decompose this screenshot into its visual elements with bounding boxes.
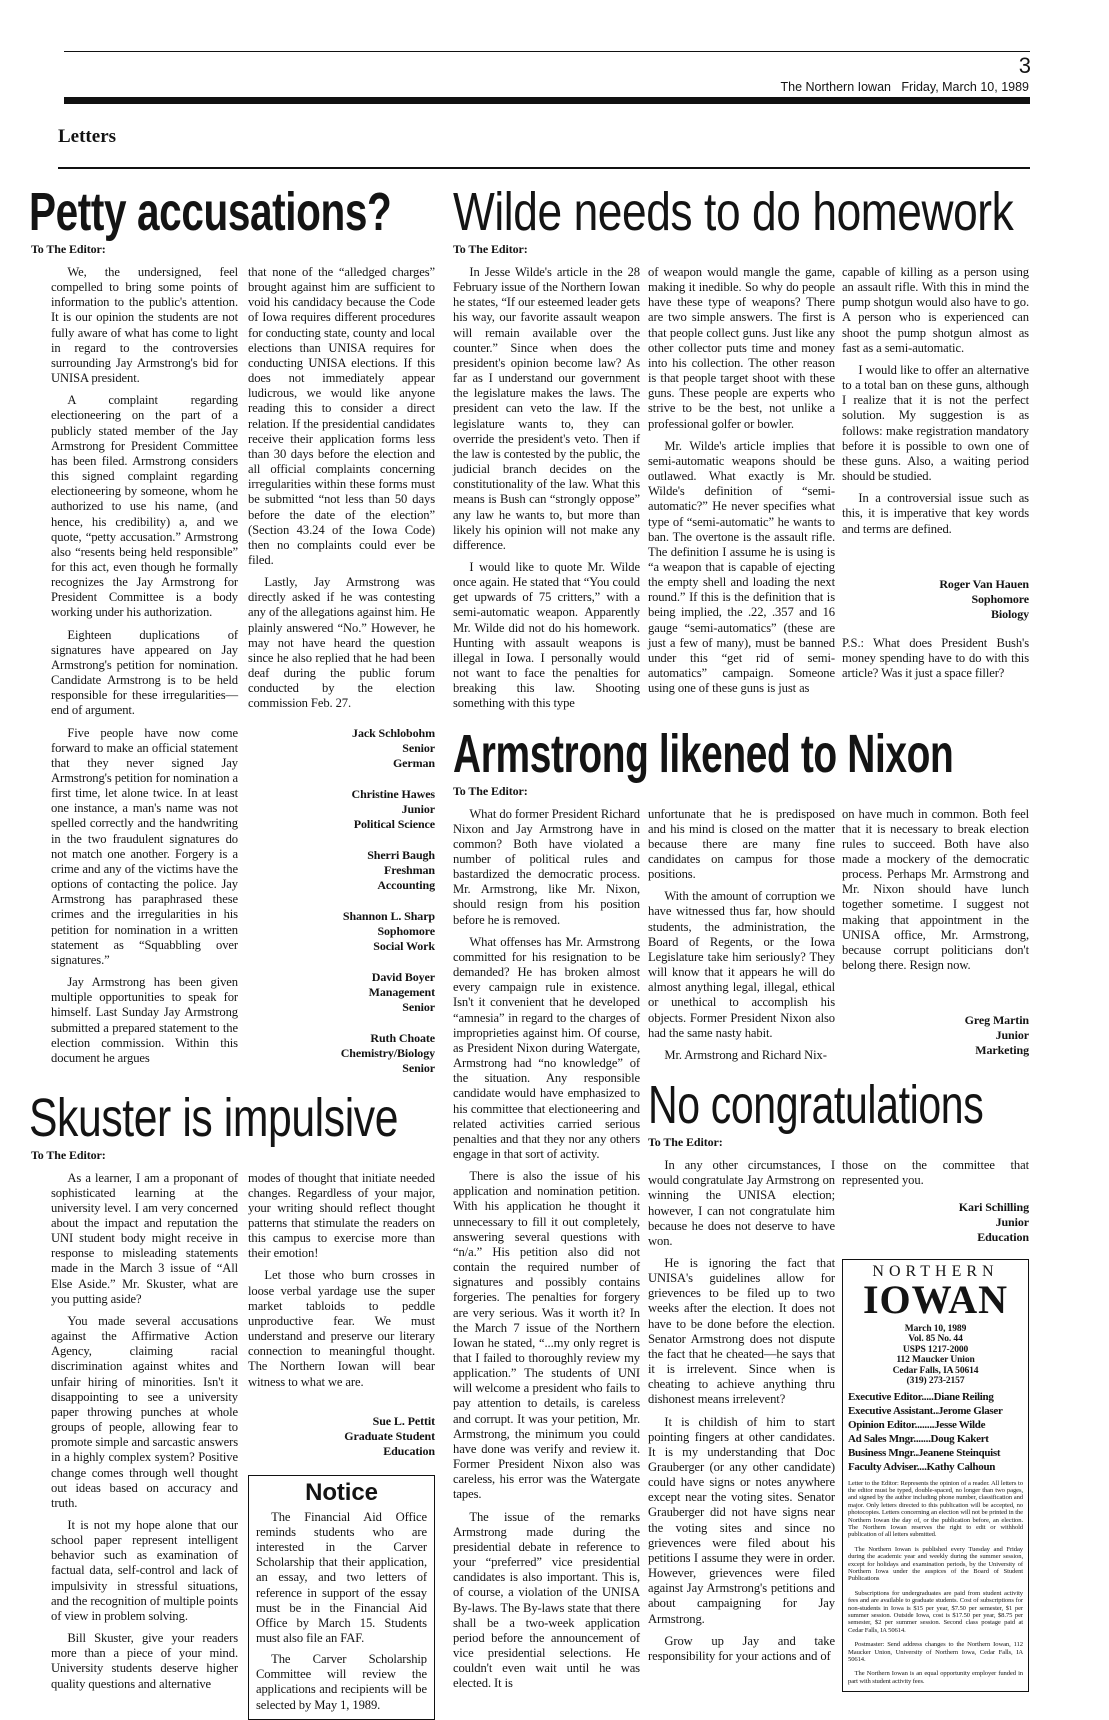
notice-box	[248, 1475, 435, 1720]
paragraph: Mr. Armstrong and Richard Nix-	[664, 1047, 827, 1062]
paragraph: Eighteen duplications of signatures have appeared on Jay Armstrong's petition for nomination. Candidate Armstrong is to be held responsible for these irregularities—end of argument.	[51, 627, 238, 718]
paragraph: Bill Skuster, give your readers more than a piece of your mind. University students deserve higher quality questions and alternative	[51, 1631, 238, 1691]
headline-congrats: No congratulations	[648, 1075, 984, 1136]
paragraph: In any other circumstances, I would congratulate Jay Armstrong on winning the UNISA election; however, I can not congratulate him because he does not deserve to have won.	[648, 1158, 835, 1248]
wilde-column-5	[842, 242, 1029, 681]
section-title: Letters	[58, 126, 117, 147]
paragraph: It is not my hope alone that our school paper represent intelligent behavior such as examination of factual data, self-control and lack of impulsivity in stressful situations, and the recognition of multiple points of view in problem solving.	[51, 1517, 238, 1623]
masthead-logo: IOWAN	[862, 1276, 1009, 1322]
staff-item: Executive Assistant..Jerome Glaser	[848, 1404, 1003, 1417]
paragraph: With the amount of corruption we have witnessed thus far, how should students, the administration, the Board of Regents, or the Iowa Legislature take him seriously? They will know that it appears he will do almost anything legal, illegal, ethical or unethical to accomplish his objects. Former President Nixon also had the same nasty habit.	[648, 889, 835, 1040]
paragraph: Five people have now come forward to make an official statement that they never signed Jay Armstrong's petition for nomination a first time, let alone twice. In at least one instance, a man's name was not spelled correctly and the handwriting in the two fraudulent signatures do not match one another. Forgery is a crime and any of the victims have the options of contacting the police. Jay Armstrong has paraphrased these crimes and the irregularities in his petition for nomination in a written statement as “Squabbling over signatures.”	[51, 725, 238, 967]
paragraph: Lastly, Jay Armstrong was directly asked if he was contesting any of the allegations against him. He plainly answered “No.” However, he may not have heard the question since he also replied that he had been deaf during the public forum conducted by the election commission Feb. 27.	[248, 575, 435, 711]
masthead-fine-print: Letter to the Editor: Represents the opinion of a reader. All letters to the editor must be typed, double-spaced, no longer than two pages, and signed by the author including phone number, classification and major. Only letters directed to this publication will be accepted, no photocopies. Letters concerning an election will not be printed in the Northern Iowan the day of, or the publication before, an election. The Northern Iowan reserves the right to edit or withhold publication of all letters submitted. The Northern Iowan is published every Tuesday and Friday during the academic year and weekly during the summer session, except for holidays and examination periods, by the University of Northern Iowa under the auspices of the Board of Student Publications Subscriptions for undergraduates are paid from student activity fees and are available to graduate students. Cost of subscriptions for non-students in Iowa is $15 per year, $7.50 per semester, $1 per summer session. Outside Iowa, cost is $17.50 per year, $8.75 per semester, $2 per summer session. Second class postage paid at Cedar Falls, IA 50614. Postmaster: Send address changes to the Northern Iowan, 112 Maucker Union, University of Northern Iowa, Cedar Falls, IA 50614. The Northern Iowan is an equal opportunity employer funded in part with student activity fees.	[848, 1479, 1023, 1685]
staff-item: Faculty Adviser....Kathy Calhoun	[848, 1460, 996, 1473]
paragraph: The issue of the remarks Armstrong made during the presidential debate in reference to your “preferred” vice presidential candidates is also important. This is, of course, a violation of the UNISA By-laws. The By-laws state that there shall be a two-week application period before the announcement of vice presidential selections. He couldn't even wait until he was elected. It is	[453, 1509, 640, 1691]
signature: Roger Van Hauen Sophomore Biology	[939, 576, 1029, 621]
signature: Christine Hawes Junior Political Science	[351, 786, 435, 831]
signature: Sherri Baugh Freshman Accounting	[367, 847, 435, 892]
paragraph: I would like to quote Mr. Wilde once again. He stated that “You could get upwards of 75 critters,” with a semi-automatic weapon. Apparently Mr. Wilde did not do his homework. Hunting with assault weapons is illegal in Iowa. I personally would not want to face the penalties for breaking this law. Shooting something with this type	[453, 559, 640, 711]
petty-column-2	[248, 242, 435, 1076]
staff-item: Ad Sales Mngr.......Doug Kakert	[848, 1432, 989, 1445]
paragraph: What offenses has Mr. Armstrong committed for his resignation to be demanded? He has broken almost every campaign rule in existence. Isn't it convenient that he developed “amnesia” in regard to the charges of improprieties against him. Of course, as President Nixon during Watergate, Armstrong had “no knowledge” of the situation. Any responsible candidate would have emphasized to his committee that electioneering and related activities carried serious penalties and that they nor any others engage in that sort of activity.	[453, 934, 640, 1161]
paragraph: that none of the “alledged charges” brought against him are sufficient to void his candidacy because the Code of Iowa requires different procedures for conducting state, county and local elections than UNISA requires for conducting UNISA elections. If this does not immediately appear ludicrous, we would like anyone reading this to consider a direct relation. If the presidential candidates receive their application forms less than 30 days before the election and all official complaints concerning irregularities within these forms must be submitted “not less than 50 days before the date of the election” (Section 43.24 of the Iowa Code) then no complaints could ever be filed.	[248, 265, 435, 567]
nixon-column-5	[842, 784, 1029, 1059]
paragraph: Mr. Wilde's article implies that semi-automatic weapons should be outlawed. What exactly is Mr. Wilde's definition of “semi-automatic?” He never specifies what type of “semi-automatic” he wants to ban. The overtone is the assault rifle. The definition I assume he is using is “a weapon that is capable of ejecting the empty shell and loading the next round.” If this is the definition that is being implied, the .22, .357 and 16 gauge “semi-automatics” (these are just a few of many), must be banned under this “get rid of semi-automatics” campaign. Someone using one of these guns is just as	[648, 438, 835, 696]
paragraph: Grow up Jay and take responsibility for your actions and of	[648, 1633, 835, 1663]
paragraph: There is also the issue of his application and nomination petition. With his application he thought it unnecessary to fill it out completely, answering several questions with “n/a.” His petition also did not contain the required number of signatures and possibly contains forgeries. The penalties for forgery are very serious. Was it worth it? In the March 7 issue of the Northern Iowan he stated, “...my only regret is that I failed to thoroughly review my application.” The students of UNI will welcome a president who fails to pay attention to details, is careless and corrupt. It was your petition, Mr. Armstrong, the minimum you could have done was verify and review it. Former President Nixon also was careless, his error was the Watergate tapes.	[453, 1169, 640, 1502]
nixon-column-4	[648, 784, 835, 1064]
page-number: 3	[1018, 53, 1031, 78]
paragraph: modes of thought that initiate needed changes. Regardless of your major, your writing should reflect thought patterns that stimulate the readers on this campus to exercise more than their emotion!	[248, 1170, 435, 1261]
skuster-column-1	[31, 1147, 238, 1692]
paragraph: The Financial Aid Office reminds students who are interested in the Carver Scholarship that their application, an essay, and two letters of reference in support of the essay must be in the Financial Aid Office by March 15. Students must also file an FAF.	[256, 1509, 427, 1645]
masthead-logo-top: NORTHERN	[872, 1263, 999, 1281]
top-rule	[64, 51, 1030, 52]
paragraph: Jay Armstrong has been given multiple opportunities to speak for himself. Last Sunday Jay Armstrong submitted a prepared statement to the election commission. Within this document he argues	[51, 975, 238, 1065]
paragraph: The Carver Scholarship Committee will review the applications and recipients will be selected by May 1, 1989.	[256, 1652, 427, 1712]
wilde-column-4	[648, 242, 835, 696]
paragraph: unfortunate that he is predisposed and his mind is closed on the matter because there are many fine candidates on campus for those positions.	[648, 806, 835, 882]
header-bar	[64, 97, 1030, 104]
paragraph: In a controversial issue such as this, it is imperative that key words and terms are defined.	[842, 491, 1029, 536]
notice-title: Notice	[305, 1478, 378, 1506]
paragraph: As a learner, I am a proponant of sophisticated learning at the university level. I am very concerned about the impact and reputation the UNI student body might receive in response to misleading statements made in the March 3 issue of “All Else Aside.” Mr. Skuster, what are you putting aside?	[51, 1170, 238, 1306]
paragraph: We, the undersigned, feel compelled to bring some points of information to the public's attention. It is our opinion the students are not fully aware of what has come to light in regard to the controversies surrounding Jay Armstrong's bid for UNISA president.	[51, 265, 238, 386]
headline-petty: Petty accusations?	[29, 182, 392, 242]
paragraph: In Jesse Wilde's article in the 28 February issue of the Northern Iowan he states, “If our esteemed leader gets his way, our favorite assault weapon will remain available over the counter.” Since when does the president's opinion become law? As far as I understand our government the legislature makes the laws. The president can veto the law. If the legislature wants to, they can override the president's veto. Then if the law is contested by the public, the judicial branch decides on the constitutionality of the law. What this means is Bush can “strongly oppose” any law he wants to, but more than likely his opinion will not make any difference.	[453, 265, 640, 552]
signature: David Boyer Management Senior	[368, 969, 435, 1014]
masthead-box	[842, 1259, 1029, 1692]
postscript: P.S.: What does President Bush's money spending have to do with this article? Was it just a space filler?	[842, 635, 1029, 680]
skuster-column-2	[248, 1148, 435, 1720]
paragraph: of weapon would mangle the game, making it inedible. So why do people have these type of weapons? There are two simple answers. The first is that people collect guns. Just like any other collector puts time and money into his collection. The other reason is that people target shoot with these guns. These people are experts who strive to be the best, not unlike a professional golfer or bowler.	[648, 265, 835, 431]
signature: Shannon L. Sharp Sophomore Social Work	[342, 908, 435, 953]
signature: Kari Schilling Junior Education	[958, 1200, 1029, 1245]
headline-nixon: Armstrong likened to Nixon	[453, 723, 954, 784]
staff-list	[848, 1390, 1023, 1474]
paragraph: those on the committee that represented you.	[842, 1158, 1029, 1188]
paper-dateline: The Northern Iowan Friday, March 10, 1989	[780, 80, 1029, 94]
masthead-info: March 10, 1989 Vol. 85 No. 44 USPS 1217-2000 112 Maucker Union Cedar Falls, IA 50614 (319) 273-2157	[892, 1323, 979, 1386]
paragraph: on have much in common. Both feel that it is necessary to break election rules to succeed. Both have also made a mockery of the democratic process. Perhaps Mr. Armstrong and Mr. Nixon should have lunch together sometime. I suggest not making that appointment in the UNISA office, Mr. Armstrong, because corrupt politicians don't belong there. Resign now.	[842, 806, 1029, 973]
paragraph: You made several accusations against the Affirmative Action Agency, claiming racial discrimination against whites and unfair hiring of minorities. Isn't it disappointing to see a university paper throwing punches at whole groups of people, allowing fear to promote simple and sarcastic answers in a highly complex system? Positive change comes through well thought out ideas based on accuracy and truth.	[51, 1313, 238, 1510]
staff-item: Business Mngr..Jeanene Steinquist	[848, 1446, 1001, 1459]
nixon-column-3	[453, 784, 640, 1692]
staff-item: Opinion Editor........Jesse Wilde	[848, 1418, 986, 1431]
paragraph: capable of killing as a person using an assault rifle. With this in mind the pump shotgun would also have to go. A person who is experienced can shoot the pump shotgun almost as fast as a semi-automatic.	[842, 265, 1029, 355]
right-region	[453, 184, 1030, 1692]
to-the-editor: To The Editor:	[453, 783, 528, 798]
to-the-editor: To The Editor:	[648, 1135, 723, 1150]
to-the-editor: To The Editor:	[31, 1147, 106, 1162]
section-rule	[58, 167, 1030, 169]
wilde-column-3	[453, 242, 640, 712]
staff-item: Executive Editor.....Diane Reiling	[848, 1390, 994, 1403]
petty-column-1	[31, 242, 238, 1066]
signature: Greg Martin Junior Marketing	[964, 1013, 1029, 1058]
left-region	[29, 184, 435, 1720]
to-the-editor: To The Editor:	[31, 242, 106, 256]
signature: Sue L. Pettit Graduate Student Education	[344, 1413, 435, 1458]
signature: Ruth Choate Chemistry/Biology Senior	[340, 1030, 435, 1075]
paragraph: It is childish of him to start pointing fingers at other candidates. It is my understanding that Doc Grauberger (or any other candidate) could have signs or notes anywhere except near the voting sites. Senator Grauberger did not have signs near the voting sites and since no grievences were filed about his petitions I assume they were in order. However, grievences were filed against Jay Armstrong's petitions and about campaigning for Jay Armstrong.	[648, 1414, 835, 1626]
signature: Jack Schlobohm Senior German	[352, 725, 435, 770]
paragraph: What do former President Richard Nixon and Jay Armstrong have in common? Both have violated a number of political rules and bastardized the democratic process. Mr. Armstrong, like Mr. Nixon, should resign from his position before he is removed.	[453, 806, 640, 927]
paragraph: A complaint regarding electioneering on the part of a publicly stated member of the Jay Armstrong for President Committee has been filed. Armstrong considers this signed complaint regarding electioneering by someone, whom he authorized to use his name, (and hence, his credibility) a, and we quote, “petty accusation.” Armstrong also “resents being held responsible” for this act, even though he formally recognizes the Jay Armstrong for President Committee is a body working under his authorization.	[51, 393, 238, 620]
congrats-column-4	[648, 1135, 835, 1664]
paragraph: Let those who burn crosses in loose verbal yardage use the super market tabloids to peddle unproductive fear. We must understand and preserve our literary connection to meaningful thought. The Northern Iowan will bear witness to what we are.	[248, 1268, 435, 1389]
paragraph: He is ignoring the fact that UNISA's guidelines allow for grievences to be filed up to two weeks after the election. It does not have to be done before the election. Senator Armstrong does not dispute the fact that he cheated—he says that it is irrelevent. Since when is cheating to achieve anything thru dishonest means irrelevent?	[648, 1255, 835, 1407]
headline-skuster: Skuster is impulsive	[29, 1087, 399, 1148]
right-stack	[648, 784, 1030, 1693]
congrats-column-5	[842, 1135, 1029, 1692]
headline-wilde: Wilde needs to do homework	[453, 182, 1014, 242]
paragraph: I would like to offer an alternative to a total ban on these guns, although I realize that it is not the perfect solution. My suggestion is as follows: make registration mandatory before it is possible to own one of these guns. Also, a waiting period should be studied.	[842, 362, 1029, 484]
to-the-editor: To The Editor:	[453, 242, 528, 256]
